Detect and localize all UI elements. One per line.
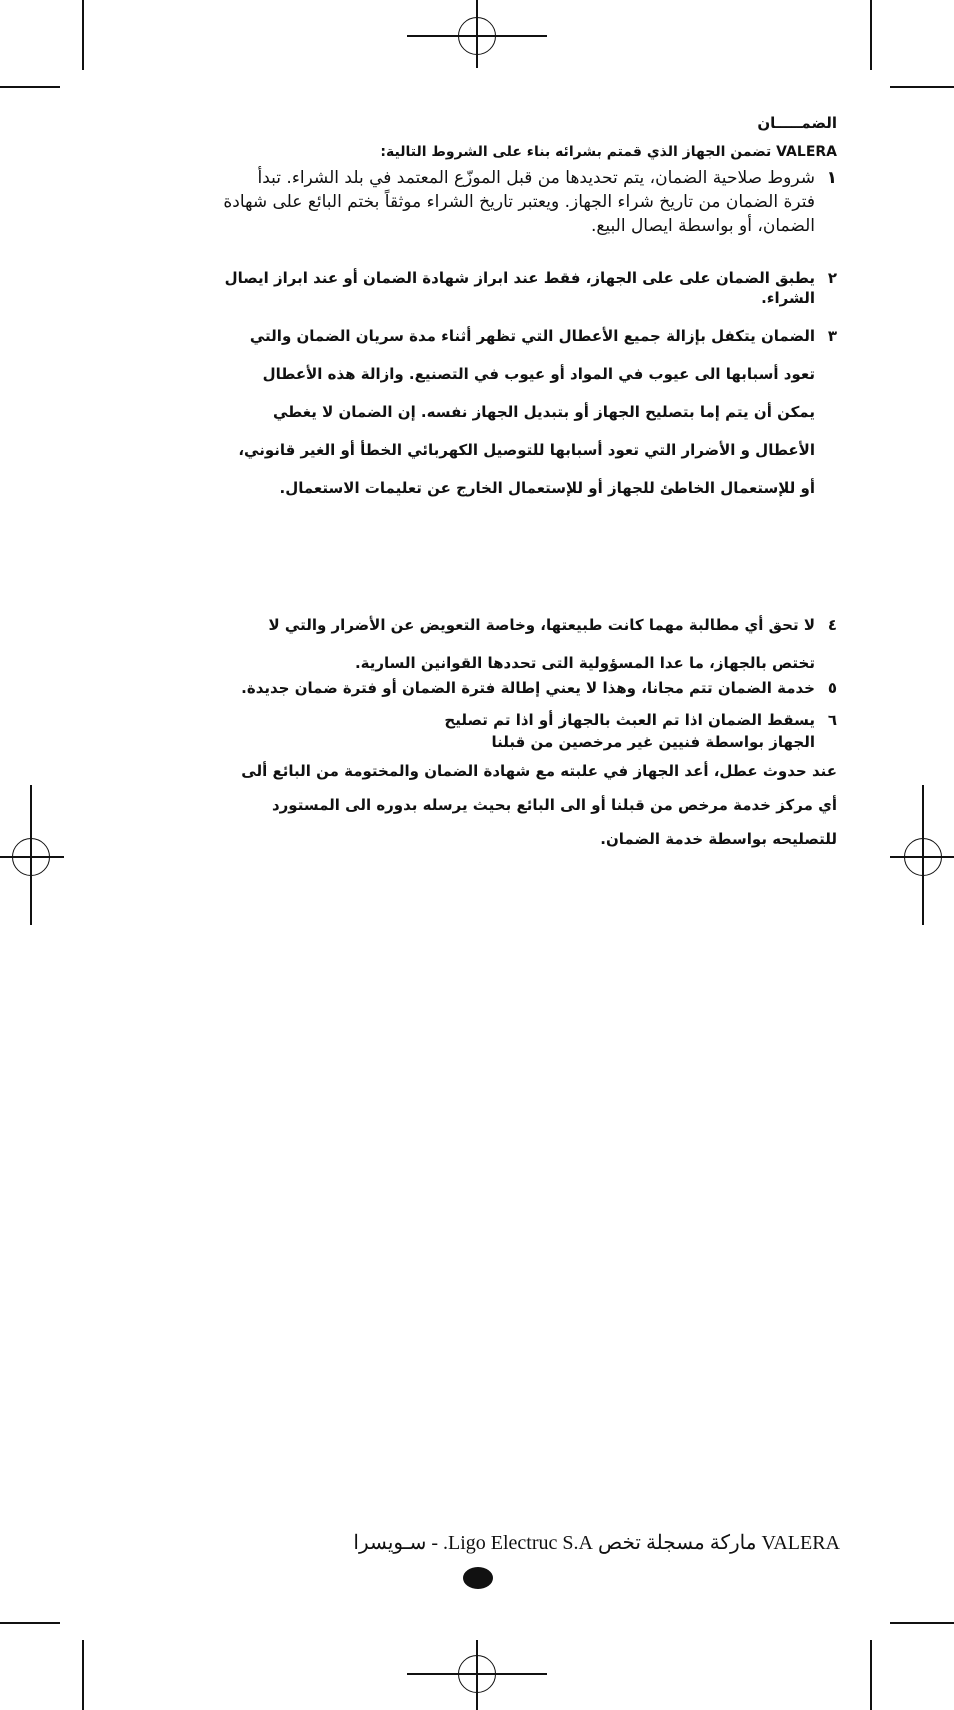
item-text: يسقط الضمان اذا تم العبث بالجهاز أو اذا تم تصليح الجهاز بواسطة فنيين غير مرخصين من قبلنا bbox=[444, 711, 815, 751]
item-number: ٥ bbox=[827, 679, 837, 697]
registration-target-icon bbox=[904, 838, 942, 876]
crop-mark-bottom-left-v bbox=[82, 1640, 84, 1710]
crop-mark-bottom-right-v bbox=[870, 1640, 872, 1710]
item-text: شروط صلاحية الضمان، يتم تحديدها من قبل الموزّع المعتمد في بلد الشراء. تبدأ فترة الضمان من تاريخ شراء الجهاز. ويعتبر تاريخ الشراء موثقاً بختم البائع على شهادة الضمان، أو بواسطة ايصال البيع. bbox=[223, 168, 815, 236]
brand-notice: VALERA ماركة مسجلة تخص Ligo Electruc S.A. - سـويسرا bbox=[353, 1532, 840, 1554]
item-text: لا تحق أي مطالبة مهما كانت طبيعتها، وخاصة التعويض عن الأضرار والتي لا تختص بالجهاز، ما عدا المسؤولية التى تحددها القوانين السارية. bbox=[268, 616, 815, 672]
registration-target-icon bbox=[458, 17, 496, 55]
item-text: الضمان يتكفل بإزالة جميع الأعطال التي تظهر أثناء مدة سريان الضمان والتي تعود أسبابها الى عيوب في المواد أو عيوب في التصنيع. وازالة هذه الأعطال يمكن أن يتم إما بتصليح الجهاز أو بتبديل الجهاز نفسه. إن الضمان لا يغطي الأعطال و الأضرار التي تعود أسبابها للتوصيل الكهربائي الخطأ أو الغير قانوني، أو للإستعمال الخاطئ للجهاز أو للإستعمال الخارج عن تعليمات الاستعمال. bbox=[238, 327, 815, 497]
warranty-condition-3 bbox=[222, 317, 837, 507]
crop-mark-bottom-right-h bbox=[890, 1622, 954, 1624]
crop-mark-top-right-h bbox=[890, 86, 954, 88]
item-text: يطبق الضمان على على الجهاز، فقط عند ابراز شهادة الضمان أو عند ابراز ايصال الشراء. bbox=[224, 269, 815, 307]
item-text: خدمة الضمان تتم مجانا، وهذا لا يعني إطالة فترة الضمان أو فترة ضمان جديدة. bbox=[241, 679, 815, 697]
warranty-title: الضمـــــان bbox=[757, 114, 837, 132]
item-number: ٤ bbox=[827, 616, 837, 634]
crop-mark-top-left-v bbox=[82, 0, 84, 70]
crop-mark-bottom-left-h bbox=[0, 1622, 60, 1624]
warranty-condition-5 bbox=[241, 676, 837, 700]
item-number: ٢ bbox=[827, 269, 837, 287]
warranty-intro: VALERA تضمن الجهاز الذي قمتم بشرائه بناء على الشروط التالية: bbox=[380, 144, 837, 160]
warranty-condition-6 bbox=[222, 709, 837, 753]
warranty-closing: عند حدوث عطل، أعد الجهاز في علبته مع شهادة الضمان والمختومة من البائع ألى أي مركز خدمة مرخص من قبلنا أو الى البائع بحيث يرسله بدوره الى المستورد للتصليحه بواسطة خدمة الضمان. bbox=[241, 762, 837, 848]
crop-mark-top-left-h bbox=[0, 86, 60, 88]
item-number: ٣ bbox=[827, 327, 837, 345]
warranty-condition-2 bbox=[222, 268, 837, 308]
warranty-condition-1 bbox=[222, 166, 837, 238]
item-number: ١ bbox=[826, 168, 837, 188]
item-number: ٦ bbox=[827, 711, 837, 729]
crop-mark-top-right-v bbox=[870, 0, 872, 70]
registration-target-icon bbox=[458, 1655, 496, 1693]
registration-target-icon bbox=[12, 838, 50, 876]
page-dot-icon bbox=[463, 1567, 493, 1589]
warranty-condition-4 bbox=[222, 606, 837, 682]
